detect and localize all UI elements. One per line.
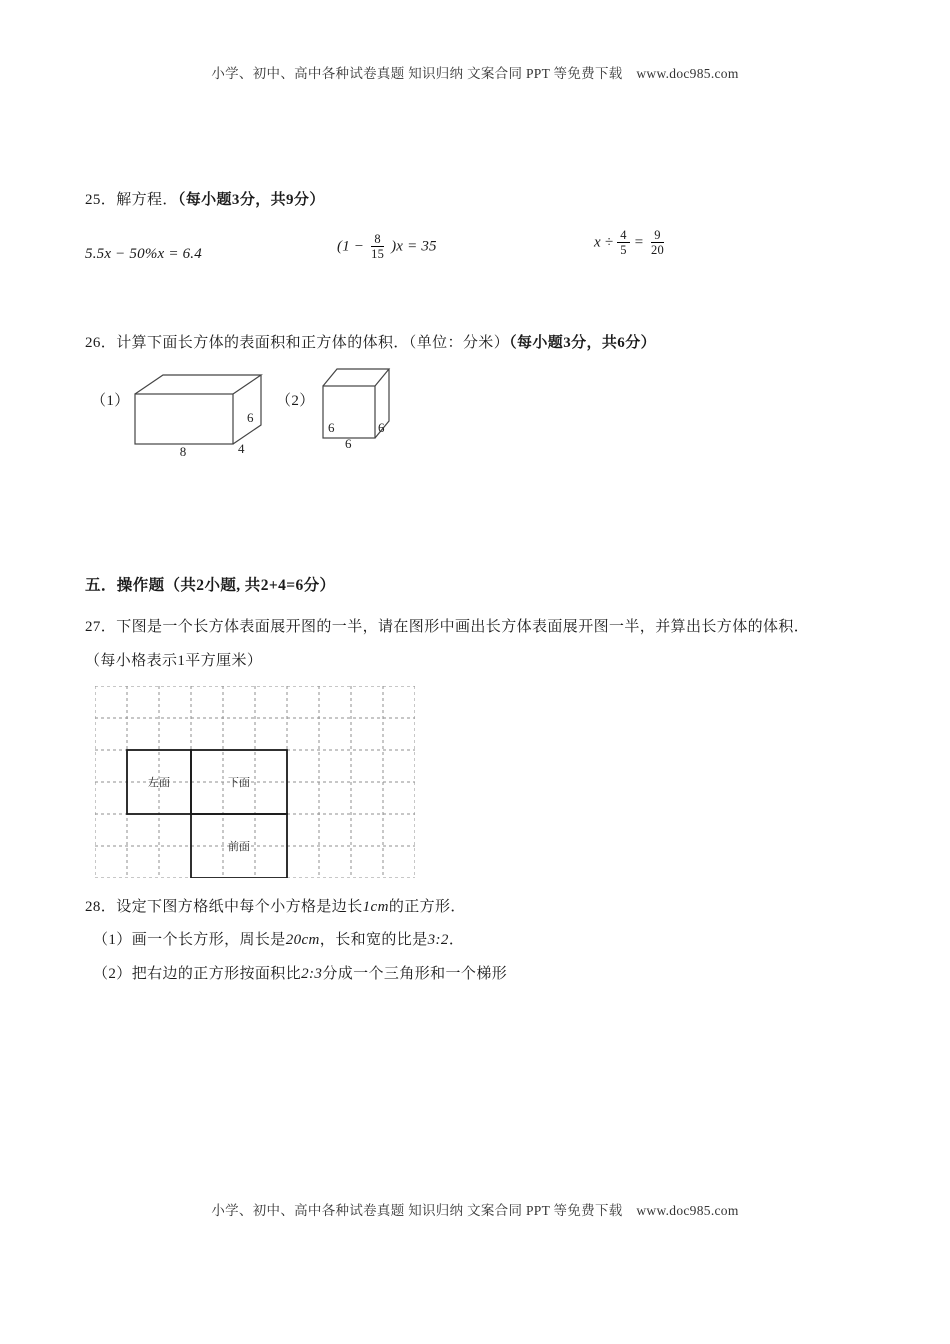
q28-item1-math2: 3:2 [427,932,449,948]
q26-fig1-label: （1） [91,393,130,409]
q28-item1-pre: （1）画一个长方形，周长是 [93,932,286,948]
q28-item2 [93,963,507,986]
page-footer: 小学、初中、高中各种试卷真题 知识归纳 文案合同 PPT 等免费下载 www.doc985.com [211,1203,739,1218]
net-grid-figure [95,686,415,878]
eq3-f2-numerator: 9 [651,228,663,243]
q28-item1 [93,929,464,952]
q28-item1-math1: 20cm [285,932,320,948]
eq2-denominator: 15 [371,247,385,262]
q28-item2-post: 分成一个三角形和一个梯形 [322,966,508,982]
q28-item2-pre: （2）把右边的正方形按面积比 [93,966,302,982]
eq2-fraction [368,232,387,262]
eq3-pre: x ÷ [594,234,614,251]
cube-edge3-label: 6 [378,420,385,435]
q25-points: （每小题3分，共9分） [177,192,325,208]
eq3-f1-denominator: 5 [620,243,627,258]
q25-equation-3 [594,228,671,258]
q27-line2: （每小格表示1平方厘米） [85,653,263,669]
q27-line1: 27．下图是一个长方体表面展开图的一半，请在图形中画出长方体表面展开图一半，并算出长方体的体积． [85,619,810,635]
front-face-label: 前面 [228,841,250,853]
q28-item1-post: ． [448,932,465,948]
cuboid-height-label: 6 [247,410,254,425]
q28-intro-post: 的正方形． [388,899,466,915]
eq3-f1-numerator: 4 [617,228,629,243]
q26-title [85,332,656,355]
q25-title-text: 25．解方程． [85,192,178,208]
q26-points: （每小题3分，共6分） [509,335,657,351]
q26-title-text: 26．计算下面长方体的表面积和正方体的体积．（单位：分米） [85,335,510,351]
eq3-fraction-1 [617,228,629,258]
grid-lines [95,686,415,878]
page-header: 小学、初中、高中各种试卷真题 知识归纳 文案合同 PPT 等免费下载 www.doc985.com [211,66,739,81]
eq3-equals: = [633,234,645,251]
section5-title: 五．操作题（共2小题, 共2+4=6分） [85,577,336,594]
cuboid-length-label: 8 [179,444,187,459]
eq2-post: )x = 35 [391,238,437,255]
cube-edge2-label: 6 [345,436,352,451]
cube-figure [318,364,400,454]
eq3-f2-denominator: 20 [651,243,664,258]
q25-equation-2 [337,232,437,262]
cuboid-figure [133,370,273,462]
cuboid-depth-label: 4 [238,441,245,456]
net-faces [127,750,287,878]
eq2-pre: (1 − [337,238,365,255]
eq3-fraction-2 [648,228,667,258]
eq2-numerator: 8 [371,232,383,247]
cuboid-outline [135,375,261,444]
q28-intro-pre: 28．设定下图方格纸中每个小方格是边长 [85,899,363,915]
left-face-label: 左面 [148,777,170,789]
q28-intro-math: 1cm [362,899,389,915]
q25-equation-1: 5.5x − 50%x = 6.4 [85,246,202,262]
q25-title [85,189,325,212]
q26-fig2-label: （2） [276,393,315,409]
bottom-face-label: 下面 [228,777,250,789]
q28-intro [85,896,466,919]
q28-item2-math: 2:3 [301,966,323,982]
q28-item1-mid: ，长和宽的比是 [319,932,428,948]
cube-edge1-label: 6 [328,420,335,435]
